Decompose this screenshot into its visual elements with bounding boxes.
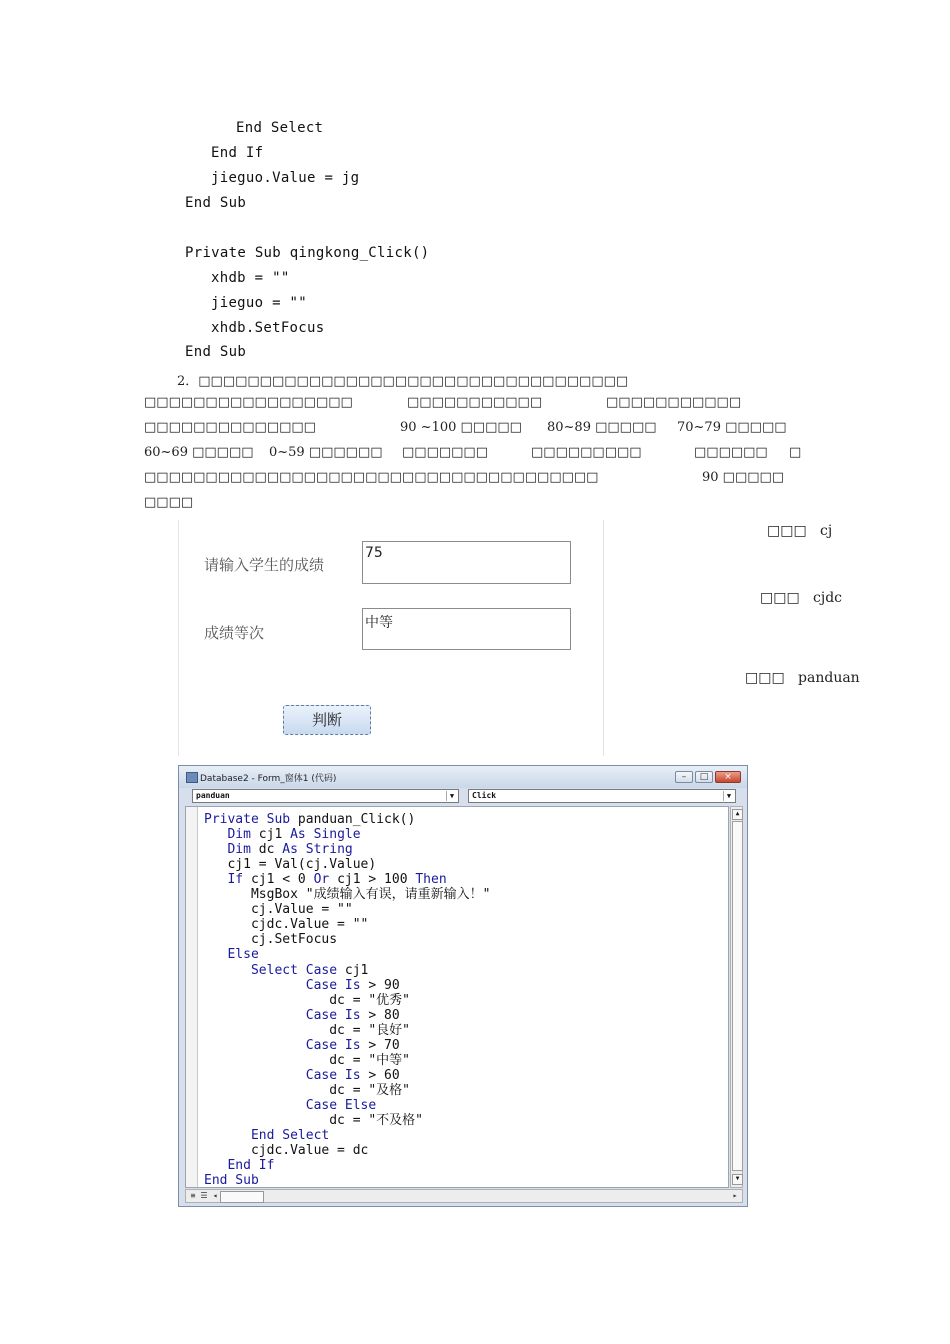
paragraph-text: 2．□□□□□□□□□□□□□□□□□□□□□□□□□□□□□□□□□□□ xyxy=(177,374,629,389)
paragraph-text: 80~89 □□□□□ xyxy=(547,420,657,435)
vba-code-line: Dim cj1 As Single xyxy=(227,827,361,843)
vba-code-line: dc = "不及格" xyxy=(204,1113,424,1128)
code-margin xyxy=(186,807,198,1187)
paragraph-text: □□□□□□□ xyxy=(402,445,488,460)
vba-code-line: MsgBox "成绩输入有误，请重新输入！" xyxy=(204,887,491,903)
vba-code-line: dc = "及格" xyxy=(204,1082,411,1098)
grade-label: 成绩等次 xyxy=(204,624,265,642)
paragraph-text: 70~79 □□□□□ xyxy=(677,420,787,435)
vba-editor-window xyxy=(178,765,748,1207)
editor-title: Database2 - Form_窗体1 (代码) xyxy=(200,774,337,784)
chevron-down-icon[interactable]: ▼ xyxy=(723,791,734,801)
scroll-down-icon[interactable]: ▼ xyxy=(732,1174,743,1185)
paragraph-text: □□□□□□ xyxy=(694,445,768,460)
vba-code-line: If cj1 < 0 Or cj1 > 100 Then xyxy=(227,872,447,888)
code-line: End Sub xyxy=(185,195,247,211)
control-name-label: □□□ cj xyxy=(767,523,833,539)
vba-code-line: dc = "优秀" xyxy=(204,992,411,1008)
vba-code-line: Case Is > 60 xyxy=(305,1067,400,1083)
chevron-down-icon[interactable]: ▼ xyxy=(446,791,457,801)
scroll-right-icon[interactable]: ▸ xyxy=(732,1191,738,1200)
paragraph-text: □□□□□□□□□□□ xyxy=(606,395,742,410)
paragraph-text: □□□□□□□□□ xyxy=(531,445,642,460)
vba-code-line: End Select xyxy=(250,1128,330,1144)
maximize-button[interactable]: □ xyxy=(695,771,713,783)
code-pane[interactable] xyxy=(185,806,729,1188)
procedure-combo-value: Click xyxy=(472,791,497,800)
object-combo-value: panduan xyxy=(196,791,230,800)
judge-button[interactable]: 判断 xyxy=(283,705,371,735)
vba-code-line: cj.SetFocus xyxy=(204,932,338,948)
module-view-icon[interactable]: ☰ xyxy=(200,1191,208,1200)
minimize-button[interactable]: – xyxy=(675,771,693,783)
vba-code-line: Case Is > 80 xyxy=(305,1007,400,1023)
paragraph-text: □□□□□□□□□□□□□□□□□ xyxy=(144,395,353,410)
vba-code-line: Case Else xyxy=(305,1097,377,1113)
paragraph-text: 0~59 □□□□□□ xyxy=(269,445,383,460)
score-input[interactable]: 75 xyxy=(362,541,571,584)
paragraph-text: 60~69 □□□□□ xyxy=(144,445,254,460)
vba-code-line: cj.Value = "" xyxy=(204,902,353,918)
vba-code-line: Else xyxy=(227,947,259,963)
code-line: End Select xyxy=(236,120,324,136)
paragraph-text: □ xyxy=(789,445,802,460)
paragraph-text: □□□□□□□□□□□□□□□□□□□□□□□□□□□□□□□□□□□□□ xyxy=(144,470,599,485)
horizontal-scrollbar[interactable] xyxy=(185,1189,743,1203)
code-line: xhdb = "" xyxy=(211,270,290,286)
code-line: End Sub xyxy=(185,344,247,360)
scroll-thumb[interactable] xyxy=(732,821,743,1171)
object-combo[interactable] xyxy=(192,789,459,803)
score-label: 请输入学生的成绩 xyxy=(204,556,325,574)
paragraph-text: □□□□□□□□□□□□□□ xyxy=(144,420,316,435)
editor-title-bar xyxy=(179,766,747,788)
scroll-up-icon[interactable]: ▲ xyxy=(732,809,743,820)
procedure-combo[interactable] xyxy=(468,789,736,803)
vba-code-line: cjdc.Value = "" xyxy=(204,917,369,933)
vba-code-line: cj1 = Val(cj.Value) xyxy=(204,857,377,873)
grade-output[interactable]: 中等 xyxy=(362,608,571,650)
vba-code-line: Dim dc As String xyxy=(227,842,353,858)
vba-code-line: Case Is > 70 xyxy=(305,1037,400,1053)
vba-code-line: dc = "良好" xyxy=(204,1022,411,1038)
vba-code-line: End Sub xyxy=(204,1173,259,1189)
vba-code-line: Case Is > 90 xyxy=(305,977,400,993)
paragraph-text: □□□□□□□□□□□ xyxy=(407,395,543,410)
hscroll-thumb[interactable] xyxy=(220,1191,264,1203)
code-line: Private Sub qingkong_Click() xyxy=(185,245,430,261)
vba-code-line: dc = "中等" xyxy=(204,1052,411,1068)
paragraph-text: □□□□ xyxy=(144,495,194,510)
control-name-label: □□□ panduan xyxy=(745,670,860,686)
vertical-scrollbar[interactable] xyxy=(730,806,743,1188)
procedure-view-icon[interactable]: ≡ xyxy=(190,1191,196,1200)
vba-code-line: cjdc.Value = dc xyxy=(204,1143,369,1159)
vba-code-line: End If xyxy=(227,1158,275,1174)
paragraph-text: 90 □□□□□ xyxy=(702,470,785,485)
paragraph-text: 90 ~100 □□□□□ xyxy=(400,420,522,435)
code-line: xhdb.SetFocus xyxy=(211,320,325,336)
vba-code-line: Private Sub panduan_Click() xyxy=(204,812,416,827)
code-line: jieguo = "" xyxy=(211,295,308,311)
vba-icon xyxy=(186,772,198,783)
vba-code-line: Select Case cj1 xyxy=(250,962,369,978)
scroll-left-icon[interactable]: ◂ xyxy=(212,1191,218,1200)
code-line: End If xyxy=(211,145,264,161)
control-name-label: □□□ cjdc xyxy=(760,590,843,606)
code-line: jieguo.Value = jg xyxy=(211,170,360,186)
close-button[interactable]: × xyxy=(715,771,741,783)
